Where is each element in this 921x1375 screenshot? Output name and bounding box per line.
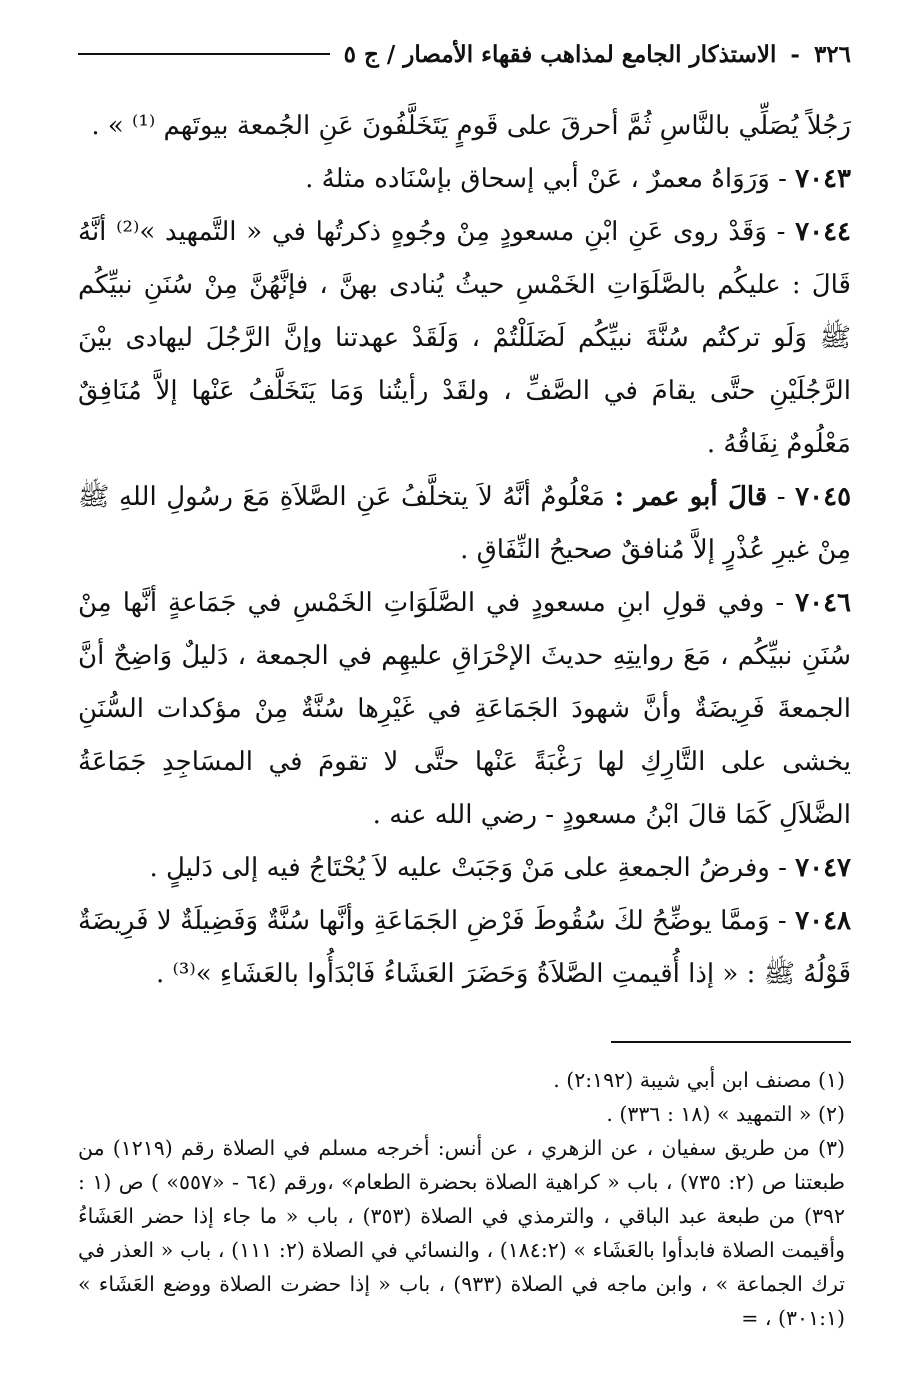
paragraph-7045: [78, 471, 851, 577]
dash: -: [767, 482, 786, 512]
paragraph-text: وفرضُ الجمعةِ على مَنْ وَجَبَتْ عليه لاَ يُحْتَاجُ فيه إلى دَليلٍ .: [149, 853, 770, 883]
paragraph-continuation: [78, 100, 851, 153]
paragraph-number: ٧٠٤٨: [795, 906, 851, 936]
paragraph-7046: [78, 577, 851, 842]
footnotes: [78, 1063, 845, 1335]
main-text: [78, 100, 851, 1001]
paragraph-7044: [78, 206, 851, 471]
footnote-marker: (١): [817, 1068, 845, 1092]
paragraph-number: ٧٠٤٥: [795, 482, 852, 512]
paragraph-text: وَرَوَاهُ معمرٌ ، عَنْ أبي إسحاق بإسْنَاده مثلهُ .: [305, 164, 770, 194]
paragraph-text: وفي قولِ ابنِ مسعودٍ في الصَّلَوَاتِ الخَمْسِ في جَمَاعةٍ أنَّها مِنْ سُنَنِ نبيِّكُم ، مَعَ روايتِهِ حديثَ الإحْرَاقِ عليهِم في الجمعة ، دَليلٌ وَاضِحٌ أنَّ الجمعةَ فَرِيضَةٌ وأنَّ شهودَ الجَمَاعَةِ في غَيْرِها سُنَّةٌ مِنْ مؤكدات السُّنَنِ يخشى على التَّارِكِ لها رَغْبَةً عَنْها حتَّى لا تقومَ في المسَاجِدِ جَمَاعَةُ الضَّلاَلِ كَمَا قالَ ابْنُ مسعودٍ - رضي الله عنه .: [78, 588, 852, 830]
footnote-text: مصنف ابن أبي شيبة (٢:١٩٢) .: [553, 1068, 812, 1092]
footnote-marker: (٢): [817, 1102, 845, 1126]
footnote-text: من طريق سفيان ، عن الزهري ، عن أنس: أخرجه مسلم في الصلاة رقم (١٢١٩) من طبعتنا ص (٢: ٧٣٥) ، باب « كراهية الصلاة بحضرة الطعام» ،ورقم (٦٤ - «٥٥٧» ) ص (١ : ٣٩٢) من طبعة عبد الباقي ، والترمذي في الصلاة (٣٥٣) ، باب « ما جاء إذا حضر العَشَاءُ وأقيمت الصلاة فابدأوا بالعَشَاء » (١٨٤:٢) ، والنسائي في الصلاة (٢: ١١١) ، باب « العذر في ترك الجماعة » ، وابن ماجه في الصلاة (٩٣٣) ، باب « إذا حضرت الصلاة ووضع العَشَاء » (٣٠١:١) ، =: [78, 1136, 846, 1330]
footnote-2: [78, 1097, 845, 1131]
paragraph-7047: [78, 842, 851, 895]
paragraph-7043: [78, 153, 851, 206]
header-rule: [78, 53, 330, 55]
dash: -: [764, 588, 785, 618]
book-title: الاستذكار الجامع لمذاهب فقهاء الأمصار / ج ٥: [343, 40, 777, 68]
dash: -: [769, 853, 787, 883]
paragraph-text: مَعْلُومٌ أنَّهُ لاَ يتخلَّفُ عَنِ الصَّلاَةِ مَعَ رسُولِ اللهِ ﷺ مِنْ غيرِ عُذْرٍ إلاَّ مُنافقٌ صحيحُ النِّفَاقِ .: [78, 482, 851, 565]
header-separator: -: [790, 40, 800, 68]
paragraph-text: وَممَّا يوضِّحُ لكَ سُقُوطَ فَرْضِ الجَمَاعَةِ وأنَّها سُنَّةٌ وَفَضِيلَةٌ لا فَرِيضَةٌ قَوْلُهُ ﷺ : « إذا أُقيمتِ الصَّلاَةُ وَحَضَرَ العَشَاءُ فَابْدَأُوا بالعَشَاءِ »⁽³⁾ .: [78, 906, 851, 989]
footnote-text: « التمهيد » (١٨ : ٣٣٦) .: [606, 1102, 812, 1126]
footnote-1: [78, 1063, 845, 1097]
dash: -: [766, 217, 786, 247]
page-number: ٣٢٦: [813, 40, 851, 68]
footnote-3: [78, 1131, 845, 1335]
paragraph-number: ٧٠٤٤: [795, 217, 851, 247]
paragraph-text: رَجُلاً يُصَلِّي بالنَّاسِ ثُمَّ أحرقَ على قَومٍ يَتَخَلَّفُونَ عَنِ الجُمعة بيوتَهم ⁽¹⁾ » .: [91, 111, 851, 141]
running-header: [78, 34, 851, 74]
paragraph-7048: [78, 895, 851, 1001]
paragraph-text: وَقَدْ روى عَنِ ابْنِ مسعودٍ مِنْ وجُوهٍ ذكرتُها في « التَّمهيد »⁽²⁾ أنَّهُ قَالَ : عليكُم بالصَّلَوَاتِ الخَمْسِ حيثُ يُنادى بهنَّ ، فإنَّهُنَّ مِنْ سُنَنِ نبيِّكُم ﷺ وَلَو تركتُم سُنَّةَ نبيِّكُم لَضَلَلْتُمْ ، وَلَقَدْ عهدتنا وإنَّ الرَّجُلَ ليهادى بيْنَ الرَّجُلَيْنِ حتَّى يقامَ في الصَّفِّ ، ولقَدْ رأيتُنا وَمَا يَتَخَلَّفُ عَنْها إلاَّ مُنَافِقٌ مَعْلُومٌ نِفَاقُهُ .: [78, 217, 851, 459]
footnote-separator: [611, 1041, 851, 1043]
footnote-marker: (٣): [817, 1136, 845, 1160]
paragraph-number: ٧٠٤٣: [795, 164, 851, 194]
speaker-label: قالَ أبو عمر :: [614, 482, 768, 512]
paragraph-number: ٧٠٤٧: [795, 853, 851, 883]
dash: -: [769, 906, 787, 936]
paragraph-number: ٧٠٤٦: [795, 588, 851, 618]
dash: -: [769, 164, 787, 194]
